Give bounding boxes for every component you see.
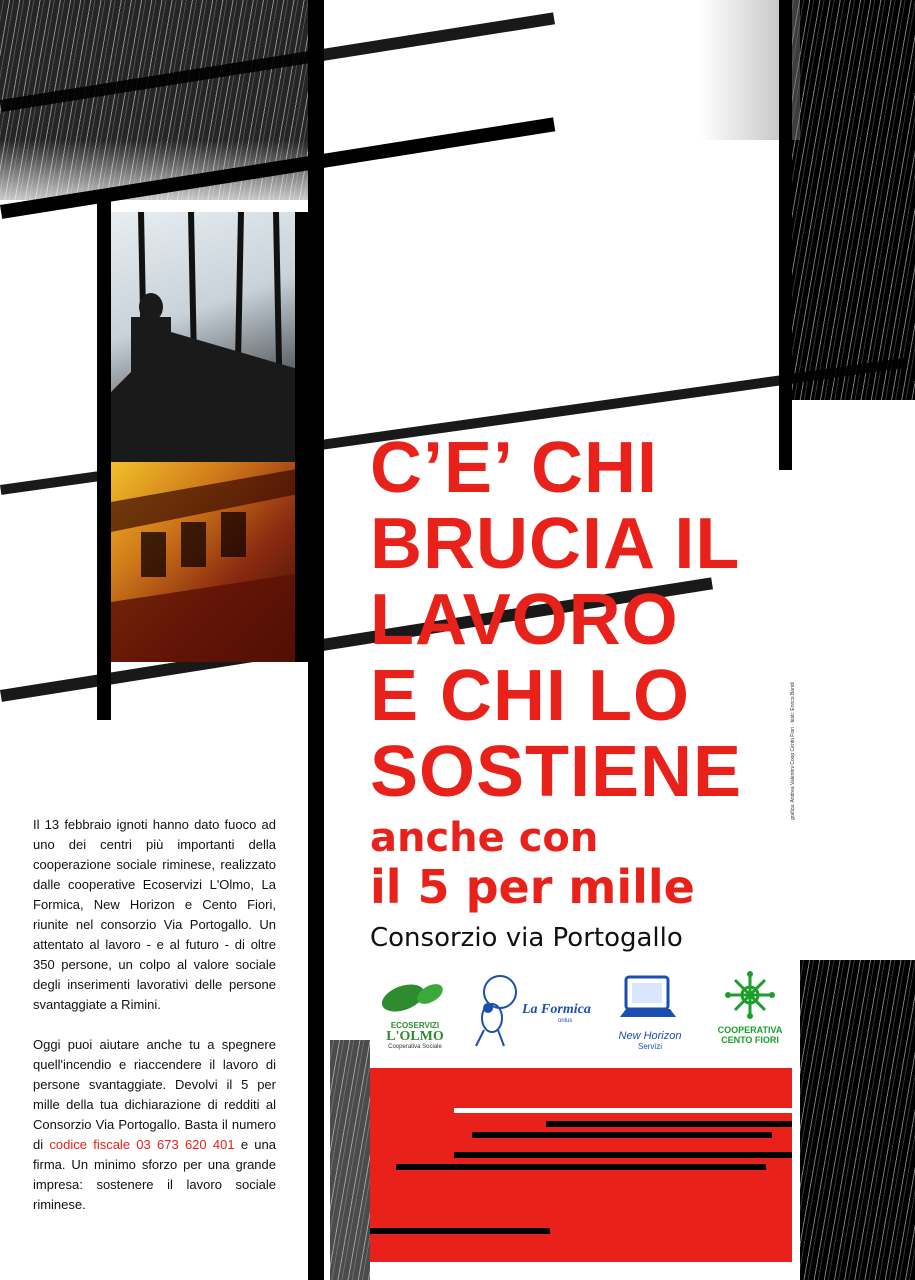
subline-2: il 5 per mille	[370, 860, 695, 914]
red-block	[370, 1068, 792, 1262]
body-text	[33, 815, 276, 1215]
photo-burnt-bus	[111, 462, 308, 662]
flower-icon	[710, 970, 790, 1020]
codice-fiscale: codice fiscale 03 673 620 401	[49, 1137, 235, 1152]
credit-text: grafica: Andrea Valentini Coop Cento Fiori · testi: Enrico Bandi	[790, 682, 796, 820]
computer-icon	[610, 973, 690, 1025]
headline-line-3: LAVORO	[370, 580, 679, 660]
grunge-bottom-middle	[330, 1040, 370, 1280]
olmo-top: ECOSERVIZI	[390, 1021, 440, 1030]
newhorizon-sub: Servizi	[637, 1042, 662, 1051]
headline-line-4: E CHI LO	[370, 656, 691, 736]
formica-name: La Formica	[522, 1002, 591, 1017]
olmo-main: L'OLMO	[386, 1029, 444, 1044]
headline-line-2: BRUCIA IL	[370, 504, 741, 584]
vertical-bar-right	[779, 0, 792, 470]
logo-newhorizon	[610, 973, 690, 1051]
paragraph-2-a: Oggi puoi aiutare anche tu a spegnere quell'incendio e riaccendere il lavoro di persone svantaggiate. Devolvi il 5 per mille della tua dichiarazione di redditi al Consorzio Via Portogallo. Basta il numero di	[33, 1037, 276, 1152]
photo-frame-right	[295, 212, 308, 662]
paragraph-1: Il 13 febbraio ignoti hanno dato fuoco ad uno dei centri più importanti della cooperazione sociale riminese, realizzato dalle cooperative Ecoservizi L'Olmo, La Formica, New Horizon e Cento Fiori, riunite nel consorzio Via Portogallo. Un attentato al lavoro - e al futuro - di oltre 350 persone, un colpo al valore sociale degli inserimenti lavorativi delle persone svantaggiate a Rimini.	[33, 817, 276, 1012]
centofiori-name: COOPERATIVA CENTO FIORI	[717, 1025, 783, 1045]
photo-burnt-building	[111, 212, 308, 462]
logo-formica	[470, 970, 595, 1050]
headline-block	[370, 430, 810, 810]
ant-icon	[470, 970, 530, 1050]
headline-line-1: C’E’ CHI	[370, 428, 659, 508]
olmo-sub: Cooperativa Sociale	[388, 1044, 442, 1050]
vertical-bar-photo-left	[97, 200, 111, 720]
stripe-5	[396, 1164, 766, 1170]
stripe-3	[472, 1132, 772, 1138]
stripe-4	[454, 1152, 792, 1158]
logo-olmo	[375, 978, 455, 1048]
leaf-icon	[375, 978, 455, 1016]
formica-sub: onlus	[558, 1018, 573, 1024]
stripe-1	[454, 1108, 792, 1113]
grunge-top-right	[790, 0, 915, 400]
headline-line-5: SOSTIENE	[370, 732, 743, 812]
paragraph-2	[33, 1035, 276, 1215]
grunge-bottom-right	[800, 960, 915, 1280]
paragraph-2-b: e una firma. Un minimo sforzo per una grande impresa: sostenere il lavoro sociale riminese.	[33, 1137, 276, 1212]
stripe-6	[370, 1228, 550, 1234]
subline-block	[370, 815, 810, 913]
stripe-2	[546, 1121, 792, 1127]
consorzio-title: Consorzio via Portogallo	[370, 923, 683, 953]
subline-1: anche con	[370, 815, 599, 861]
logo-centofiori	[710, 970, 790, 1050]
newhorizon-name: New Horizon	[618, 1030, 682, 1042]
